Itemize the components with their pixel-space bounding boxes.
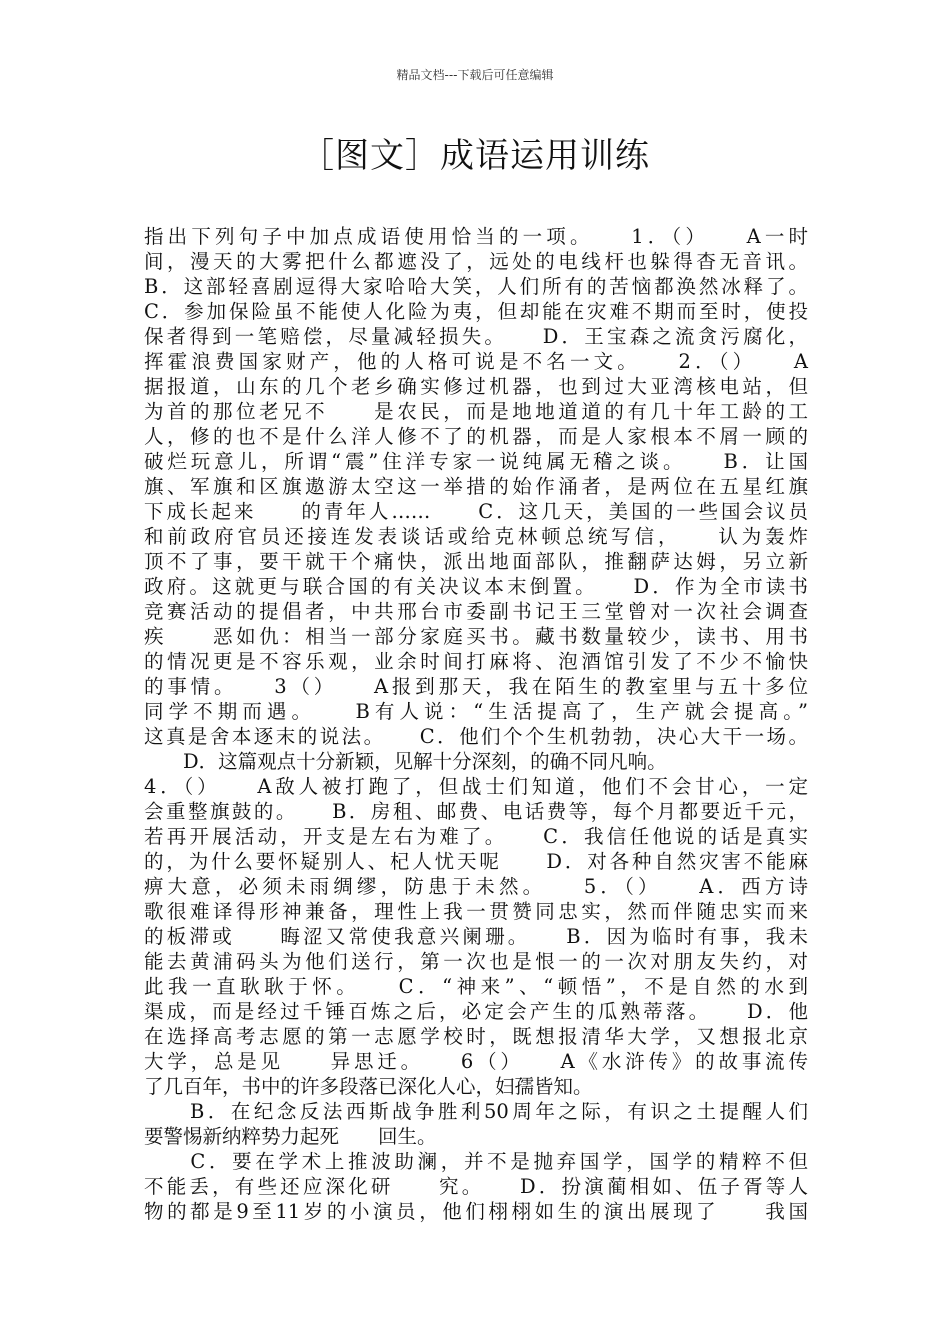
text-line: 破烂玩意儿，所谓“震”住洋专家一说纯属无稽之谈。 B．让国 — [144, 450, 808, 473]
text-line: 能去黄浦码头为他们送行，第一次也是恨一的一次对朋友失约，对 — [144, 950, 808, 973]
text-line: 保者得到一笔赔偿，尽量减轻损失。 D．王宝森之流贪污腐化， — [144, 325, 808, 348]
text-line: 的情况更是不容乐观，业余时间打麻将、泡酒馆引发了不少不愉快 — [144, 650, 808, 673]
text-line: 挥霍浪费国家财产，他的人格可说是不名一文。 2．（） A — [144, 350, 808, 373]
text-line: 政府。这就更与联合国的有关决议本末倒置。 D．作为全市读书 — [144, 575, 808, 598]
text-line: 指出下列句子中加点成语使用恰当的一项。 1．（） A一时 — [144, 225, 808, 248]
text-line: B．在纪念反法西斯战争胜利50周年之际，有识之土提醒人们 — [144, 1100, 808, 1123]
page-header: 精品文档---下载后可任意编辑 — [396, 68, 554, 82]
text-line: 下成长起来 的青年人…… C．这几天，美国的一些国会议员 — [144, 500, 808, 523]
text-line: 若再开展活动，开支是左右为难了。 C．我信任他说的话是真实 — [144, 825, 808, 848]
text-line: 旗、军旗和区旗遨游太空这一举措的始作涌者，是两位在五星红旗 — [144, 475, 808, 498]
text-line: 痹大意，必须未雨绸缪，防患于未然。 5．（） A．西方诗 — [144, 875, 808, 898]
text-line: 同学不期而遇。 B有人说：“生活提高了，生产就会提高。” — [144, 700, 808, 723]
text-line: 在选择高考志愿的第一志愿学校时，既想报清华大学，又想报北京 — [144, 1025, 808, 1048]
text-line: 竞赛活动的提倡者，中共邢台市委副书记王三堂曾对一次社会调查 — [144, 600, 808, 623]
text-line: 和前政府官员还接连发表谈话或给克林顿总统写信， 认为轰炸 — [144, 525, 808, 548]
text-line: 渠成，而是经过千锤百炼之后，必定会产生的瓜熟蒂落。 D．他 — [144, 1000, 808, 1023]
text-line: 的事情。 3（） A报到那天，我在陌生的教室里与五十多位 — [144, 675, 808, 698]
text-line: 大学，总是见 异思迁。 6（） A《水浒传》的故事流传 — [144, 1050, 808, 1073]
text-line: D．这篇观点十分新颖，见解十分深刻，的确不同凡响。 — [144, 750, 667, 773]
text-line: 4．（） A敌人被打跑了，但战士们知道，他们不会甘心，一定 — [144, 775, 808, 798]
text-line: 物的都是9至11岁的小演员，他们栩栩如生的演出展现了 我国 — [144, 1200, 808, 1223]
text-line: C．要在学术上推波助澜，并不是抛弃国学，国学的精粹不但 — [144, 1150, 808, 1173]
text-line: 人，修的也不是什么洋人修不了的机器，而是人家根本不屑一顾的 — [144, 425, 808, 448]
text-line: 此我一直耿耿于怀。 C．“神来”、“顿悟”，不是自然的水到 — [144, 975, 808, 998]
text-line: 疾 恶如仇：相当一部分家庭买书。藏书数量较少，读书、用书 — [144, 625, 808, 648]
text-line: 据报道，山东的几个老乡确实修过机器，也到过大亚湾核电站，但 — [144, 375, 808, 398]
text-line: 要警惕新纳粹势力起死 回生。 — [144, 1125, 437, 1148]
text-line: 为首的那位老兄不 是农民，而是地地道道的有几十年工龄的工 — [144, 400, 808, 423]
text-line: C．参加保险虽不能使人化险为夷，但却能在灾难不期而至时，使投 — [144, 300, 808, 323]
document-title: ［图文］成语运用训练 — [300, 136, 650, 176]
text-line: 顶不了事，要干就干个痛快，派出地面部队，推翻萨达姆，另立新 — [144, 550, 808, 573]
document-body — [144, 224, 808, 1224]
text-line: 会重整旗鼓的。 B．房租、邮费、电话费等，每个月都要近千元， — [144, 800, 808, 823]
text-line: 间，漫天的大雾把什么都遮没了，远处的电线杆也躲得杳无音讯。 — [144, 250, 808, 273]
text-line: 歌很难译得形神兼备，理性上我一贯赞同忠实，然而伴随忠实而来 — [144, 900, 808, 923]
text-line: 这真是舍本逐末的说法。 C．他们个个生机勃勃，决心大干一场。 — [144, 725, 808, 748]
text-line: 的板滞或 晦涩又常使我意兴阑珊。 B．因为临时有事，我未 — [144, 925, 808, 948]
text-line: 了几百年，书中的许多段落已深化人心，妇孺皆知。 — [144, 1075, 593, 1098]
text-line: 的，为什么要怀疑别人、杞人忧天呢 D．对各种自然灾害不能麻 — [144, 850, 808, 873]
text-line: B．这部轻喜剧逗得大家哈哈大笑，人们所有的苦恼都涣然冰释了。 — [144, 275, 808, 298]
text-line: 不能丢，有些还应深化研 究。 D．扮演蔺相如、伍子胥等人 — [144, 1175, 808, 1198]
